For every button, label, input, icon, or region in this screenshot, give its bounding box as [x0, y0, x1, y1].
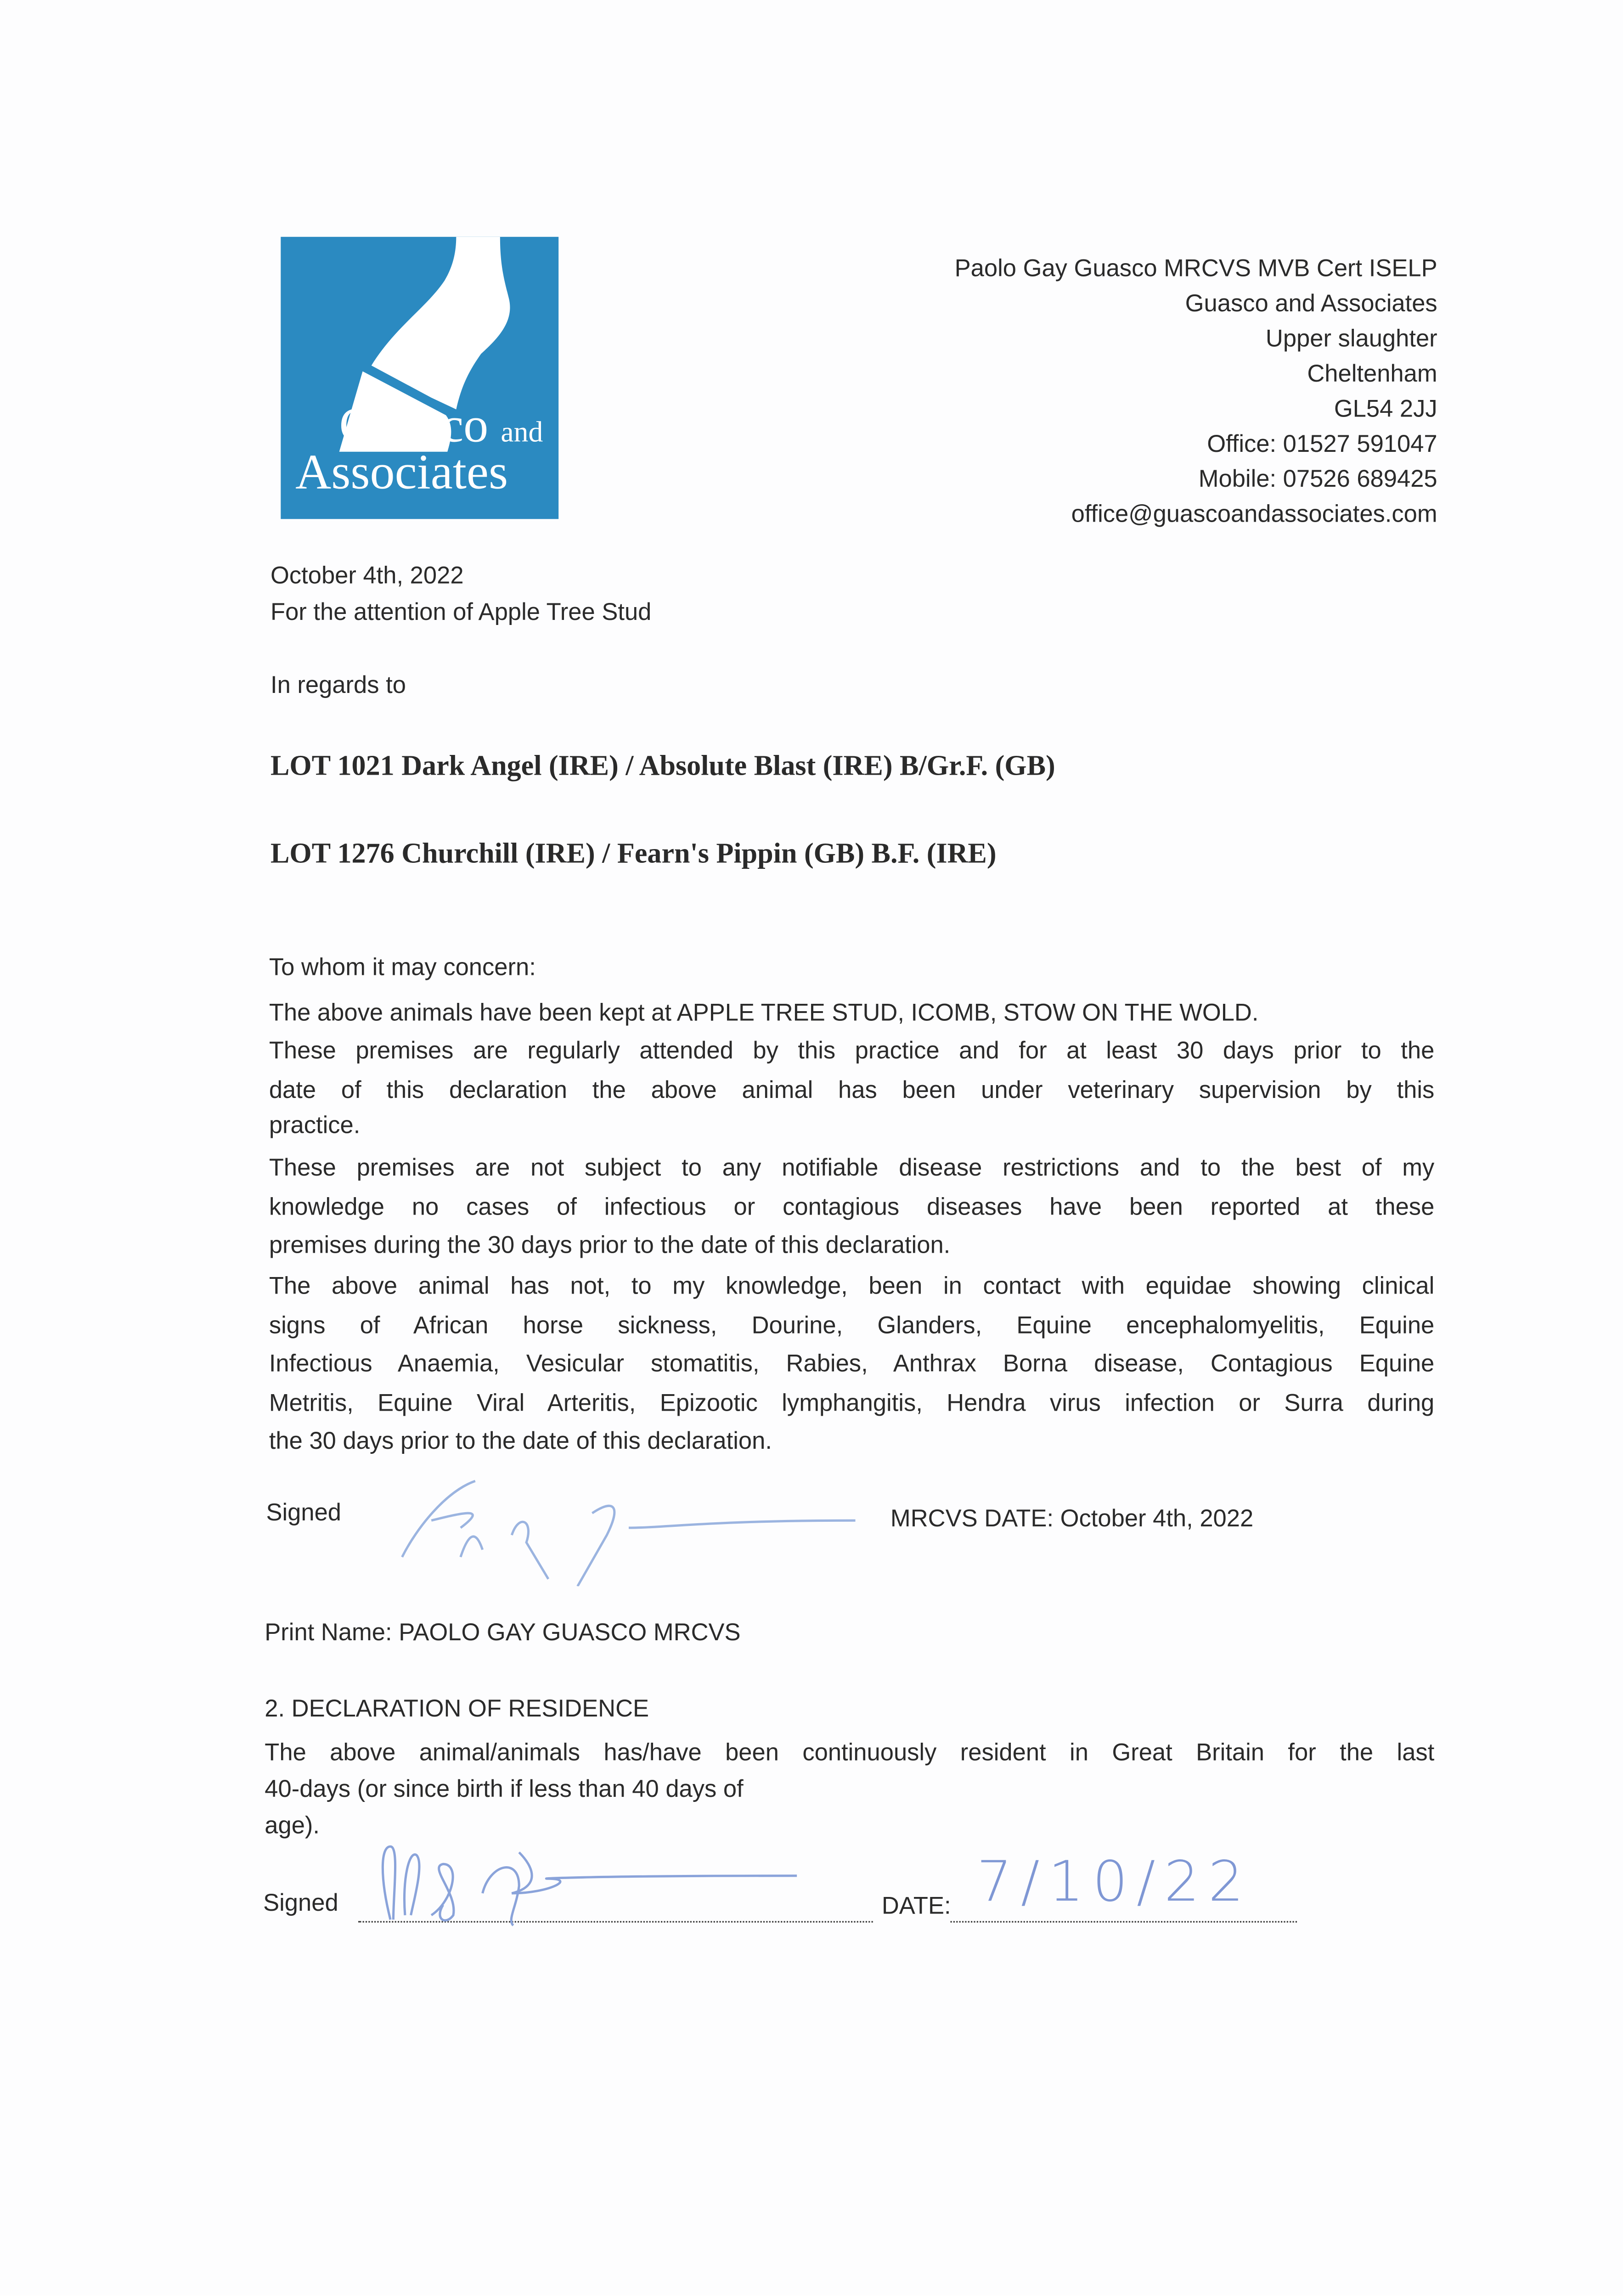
body-paragraph-2 [269, 1032, 1434, 1142]
logo-text-associates: Associates [295, 446, 508, 500]
company-logo [281, 237, 558, 519]
sender-postcode: GL54 2JJ [1334, 396, 1437, 423]
sender-name: Paolo Gay Guasco MRCVS MVB Cert ISELP [954, 256, 1437, 282]
lot-1276: LOT 1276 Churchill (IRE) / Fearn's Pippin (GB) B.F. (IRE) [270, 839, 997, 870]
sender-address [955, 252, 1437, 532]
sender-town: Cheltenham [1307, 361, 1437, 388]
declaration-line: age). [265, 1812, 320, 1840]
body-line: practice. [269, 1112, 361, 1139]
declaration-line: The above animal/animals has/have been continuously resident in Great Britain for the last [265, 1739, 1435, 1767]
sender-email: office@guascoandassociates.com [1071, 501, 1437, 528]
print-name: Print Name: PAOLO GAY GUASCO MRCVS [265, 1620, 741, 1646]
body-line: The above animals have been kept at APPLE TREE STUD, ICOMB, STOW ON THE WOLD. [269, 1000, 1259, 1027]
regards-line: In regards to [270, 672, 406, 699]
salutation: To whom it may concern: [269, 955, 536, 981]
logo-text-and: and [501, 416, 543, 449]
body-line: signs of African horse sickness, Dourine, Glanders, Equine encephalomyelitis, Equine [269, 1312, 1435, 1339]
body-paragraph-1 [269, 994, 1434, 1033]
signature-residence [373, 1835, 812, 1945]
attention-line: For the attention of Apple Tree Stud [270, 599, 652, 626]
body-line: The above animal has not, to my knowledge, been in contact with equidae showing clinical [269, 1273, 1435, 1300]
body-line: the 30 days prior to the date of this declaration. [269, 1428, 772, 1455]
signature-vet [373, 1469, 870, 1587]
mrcvs-date: MRCVS DATE: October 4th, 2022 [890, 1506, 1254, 1532]
body-paragraph-4 [269, 1267, 1434, 1461]
body-line: premises during the 30 days prior to the date of this declaration. [269, 1232, 951, 1259]
body-line: date of this declaration the above animal has been under veterinary supervision by this [269, 1076, 1435, 1103]
body-line: These premises are regularly attended by this practice and for at least 30 days prior to the [269, 1038, 1435, 1064]
logo-text-guasco: Guasco [339, 399, 489, 453]
declaration-heading: 2. DECLARATION OF RESIDENCE [265, 1696, 649, 1722]
declaration-text [265, 1735, 1434, 1845]
sender-street: Upper slaughter [1265, 326, 1437, 353]
lot-1021: LOT 1021 Dark Angel (IRE) / Absolute Blast (IRE) B/Gr.F. (GB) [270, 751, 1055, 782]
body-line: Metritis, Equine Viral Arteritis, Epizootic lymphangitis, Hendra virus infection or Surra during [269, 1390, 1435, 1416]
letter-date: October 4th, 2022 [270, 563, 464, 590]
signed-label-1: Signed [266, 1500, 342, 1526]
sender-office-phone: Office: 01527 591047 [1207, 431, 1437, 458]
body-line: These premises are not subject to any notifiable disease restrictions and to the best of my [269, 1155, 1435, 1182]
declaration-line: 40-days (or since birth if less than 40 days of [265, 1776, 744, 1803]
sender-mobile: Mobile: 07526 689425 [1198, 466, 1437, 493]
date-label: DATE: [881, 1893, 951, 1920]
handwritten-date: 7/10/22 [976, 1849, 1252, 1914]
body-paragraph-3 [269, 1149, 1434, 1265]
body-line: Infectious Anaemia, Vesicular stomatitis, Rabies, Anthrax Borna disease, Contagious Equine [269, 1351, 1435, 1378]
sender-company: Guasco and Associates [1185, 291, 1437, 317]
signed-label-2: Signed [263, 1890, 338, 1917]
body-line: knowledge no cases of infectious or contagious diseases have been reported at these [269, 1193, 1435, 1220]
